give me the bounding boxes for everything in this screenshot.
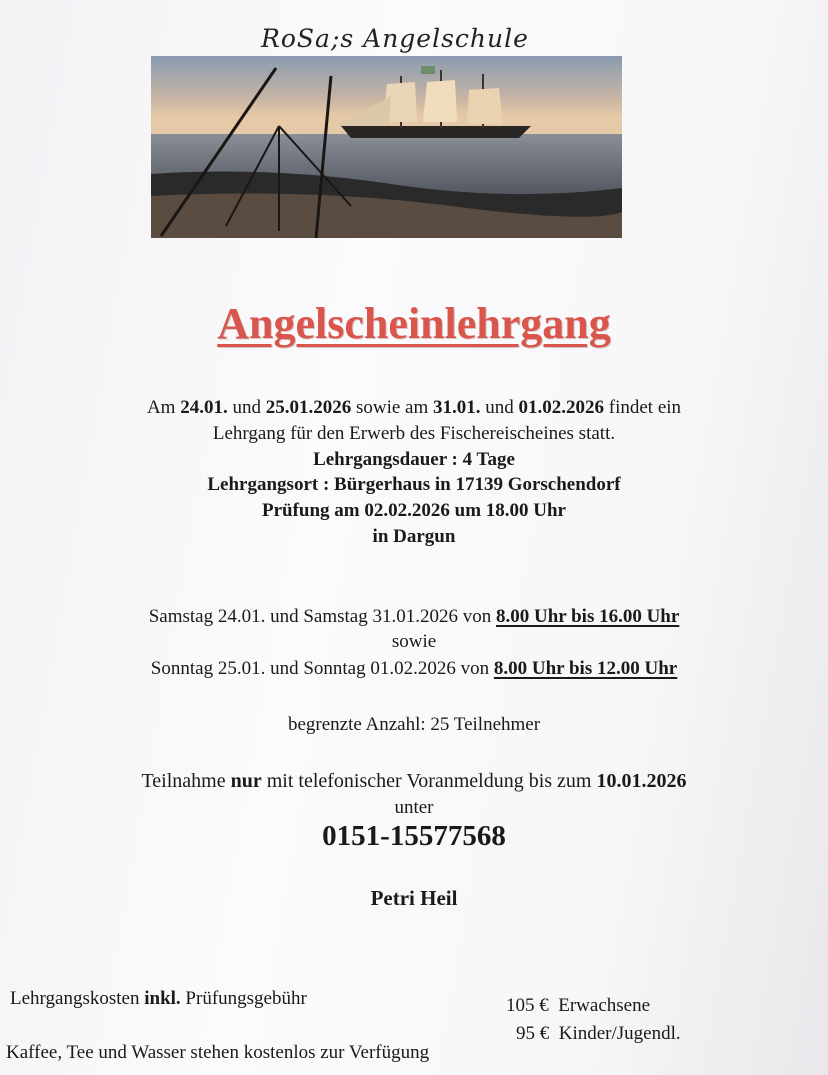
course-duration: Lehrgangsdauer : 4 Tage: [313, 449, 515, 470]
price-adult-label: Erwachsene: [558, 995, 651, 1016]
registration-note: Teilnahme nur mit telefonischer Voranmeldung bis zum 10.01.2026: [141, 770, 687, 792]
exam-place: in Dargun: [372, 526, 456, 547]
schedule-sowie: sowie: [391, 631, 437, 652]
price-child-label: Kinder/Jugendl.: [558, 1023, 681, 1044]
greeting: Petri Heil: [370, 886, 458, 910]
page-title: Angelscheinlehrgang: [217, 299, 611, 348]
price-child-row: [516, 1021, 681, 1047]
exam-date: Prüfung am 02.02.2026 um 18.00 Uhr: [261, 500, 566, 521]
school-name: RoSa;s Angelschule: [261, 24, 529, 53]
refreshments-note: Kaffee, Tee und Wasser stehen kostenlos zur Verfügung: [6, 1042, 430, 1063]
costs-label: Lehrgangskosten inkl. Prüfungsgebühr: [10, 988, 307, 1009]
capacity-note: begrenzte Anzahl: 25 Teilnehmer: [287, 714, 541, 735]
price-adult-row: [506, 993, 650, 1019]
intro-dates-line: Am 24.01. und 25.01.2026 sowie am 31.01. und 01.02.2026 findet ein: [146, 397, 682, 418]
schedule-saturday: Samstag 24.01. und Samstag 31.01.2026 von 8.00 Uhr bis 16.00 Uhr: [148, 606, 680, 627]
registration-unter: unter: [394, 797, 434, 818]
schedule-sunday: Sonntag 25.01. und Sonntag 01.02.2026 von 8.00 Uhr bis 12.00 Uhr: [150, 658, 678, 679]
price-child: 95 €: [516, 1023, 550, 1044]
price-adult: 105 €: [506, 995, 549, 1016]
intro-purpose: Lehrgang für den Erwerb des Fischereischeines statt.: [212, 423, 616, 444]
sailing-ship-photo: [151, 56, 622, 238]
phone-number: 0151-15577568: [322, 820, 506, 852]
course-location: Lehrgangsort : Bürgerhaus in 17139 Gorschendorf: [207, 474, 621, 495]
